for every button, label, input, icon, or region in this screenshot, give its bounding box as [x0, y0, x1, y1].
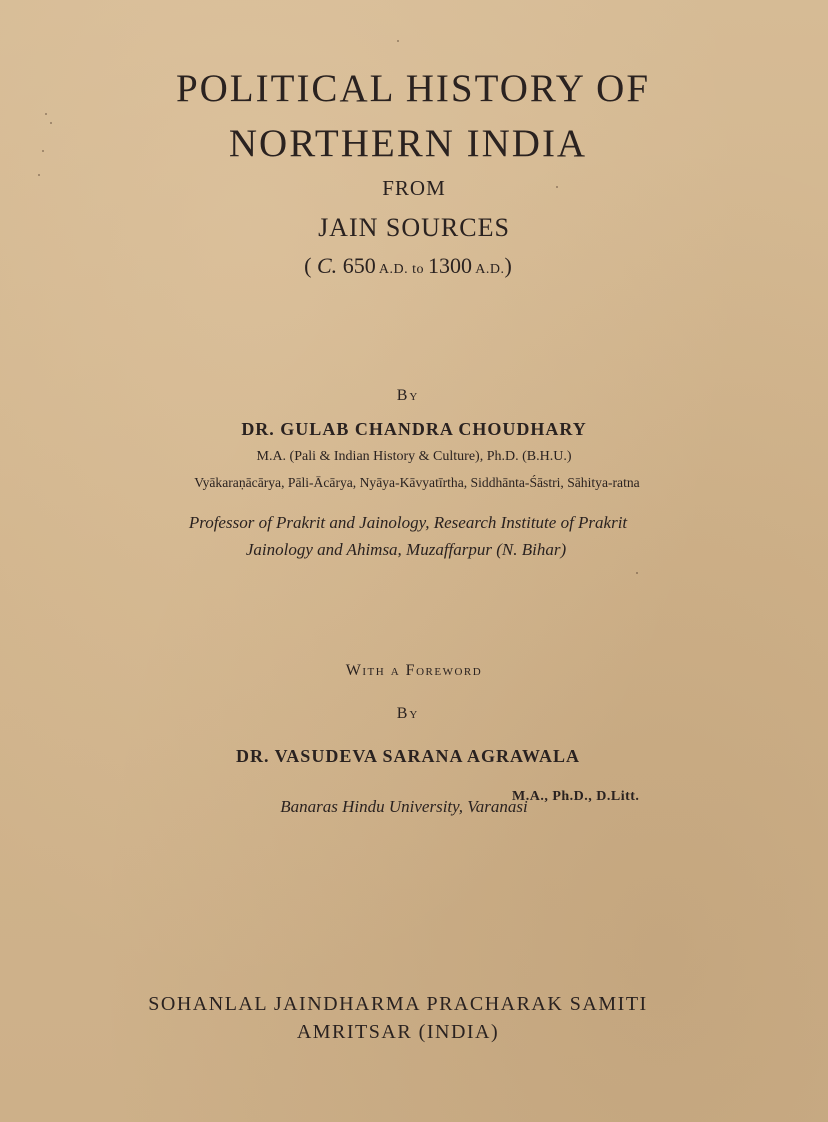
date-open-paren: ( — [304, 253, 317, 278]
date-end-era: A.D. — [472, 262, 505, 277]
book-title-line-1: POLITICAL HISTORY OF — [175, 67, 651, 110]
date-end-year: 1300 — [428, 253, 473, 278]
foreword-author-name: DR. VASUDEVA SARANA AGRAWALA — [235, 746, 581, 766]
author-name: DR. GULAB CHANDRA CHOUDHARY — [241, 419, 587, 439]
publisher-name: SOHANLAL JAINDHARMA PRACHARAK SAMITI — [148, 993, 648, 1015]
date-circa: C. — [317, 253, 338, 278]
date-range — [0, 253, 822, 279]
foreword-author-degrees: M.A., Ph.D., D.Litt. — [512, 789, 640, 804]
paper-speck — [397, 40, 399, 42]
author-by: By — [396, 387, 420, 404]
date-close-paren: ) — [504, 253, 512, 278]
title-from: FROM — [382, 176, 446, 200]
foreword-author-affiliation: Banaras Hindu University, Varanasi — [280, 797, 528, 816]
book-title-line-2: NORTHERN INDIA — [228, 122, 588, 165]
paper-speck — [42, 150, 44, 152]
paper-speck — [38, 174, 40, 176]
publisher-place: AMRITSAR (INDIA) — [296, 1021, 500, 1043]
date-to: to — [408, 262, 429, 277]
author-position-line-1: Professor of Prakrit and Jainology, Research Institute of Prakrit — [188, 513, 628, 532]
author-degrees: M.A. (Pali & Indian History & Culture), Ph.D. (B.H.U.) — [256, 449, 572, 464]
paper-speck — [50, 122, 52, 124]
foreword-by: By — [396, 705, 420, 722]
date-start-year: 650 — [337, 253, 376, 278]
foreword-label: With a Foreword — [345, 662, 483, 679]
author-titles: Vyākaraṇācārya, Pāli-Ācārya, Nyāya-Kāvyatīrtha, Siddhānta-Śāstri, Sāhitya-ratna — [194, 475, 640, 490]
paper-speck — [45, 113, 47, 115]
author-position-line-2: Jainology and Ahimsa, Muzaffarpur (N. Bihar) — [245, 540, 567, 559]
date-start-era: A.D. — [375, 262, 409, 277]
paper-speck — [556, 186, 558, 188]
paper-speck — [636, 572, 638, 574]
book-subtitle: JAIN SOURCES — [318, 213, 510, 242]
